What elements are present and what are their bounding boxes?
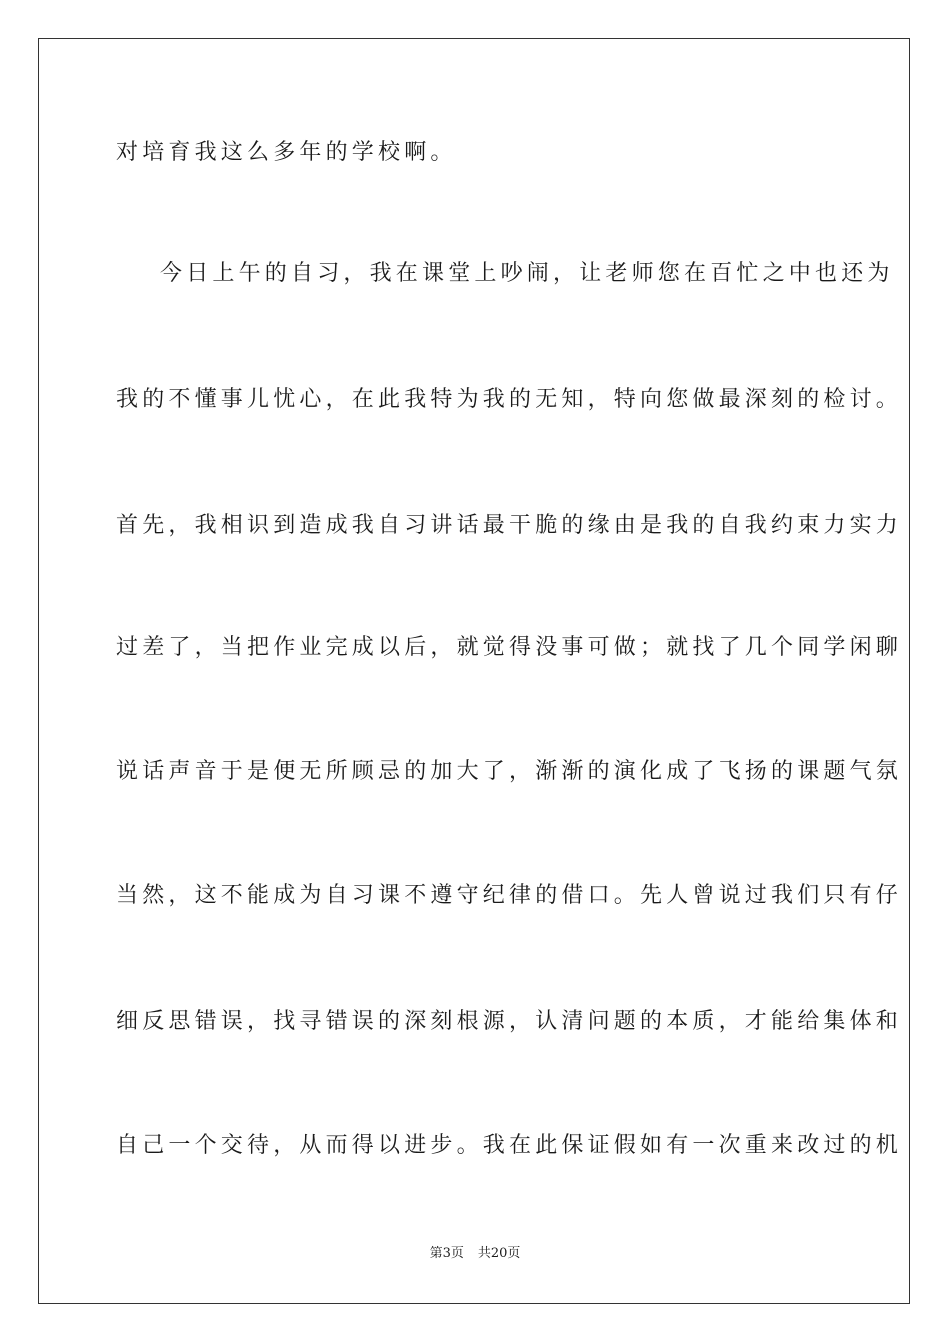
body-line-2: 今日上午的自习，我在课堂上吵闹，让老师您在百忙之中也还为	[160, 261, 894, 286]
page-footer	[0, 1244, 950, 1264]
body-line-9: 自己一个交待，从而得以进步。我在此保证假如有一次重来改过的机	[116, 1133, 903, 1158]
body-line-4: 首先，我相识到造成我自习讲话最干脆的缘由是我的自我约束力实力	[116, 513, 903, 538]
total-pages: 共20页	[477, 1246, 521, 1261]
body-line-6: 说话声音于是便无所顾忌的加大了，渐渐的演化成了飞扬的课题气氛	[116, 759, 903, 784]
body-line-3: 我的不懂事儿忧心，在此我特为我的无知，特向您做最深刻的检讨。	[116, 387, 903, 412]
body-line-7: 当然，这不能成为自习课不遵守纪律的借口。先人曾说过我们只有仔	[116, 883, 903, 908]
page-border	[38, 38, 910, 1304]
body-line-5: 过差了，当把作业完成以后，就觉得没事可做；就找了几个同学闲聊	[116, 635, 903, 660]
page-number: 第3页	[429, 1246, 464, 1261]
body-line-1: 对培育我这么多年的学校啊。	[116, 140, 457, 165]
body-line-8: 细反思错误，找寻错误的深刻根源，认清问题的本质，才能给集体和	[116, 1009, 903, 1034]
